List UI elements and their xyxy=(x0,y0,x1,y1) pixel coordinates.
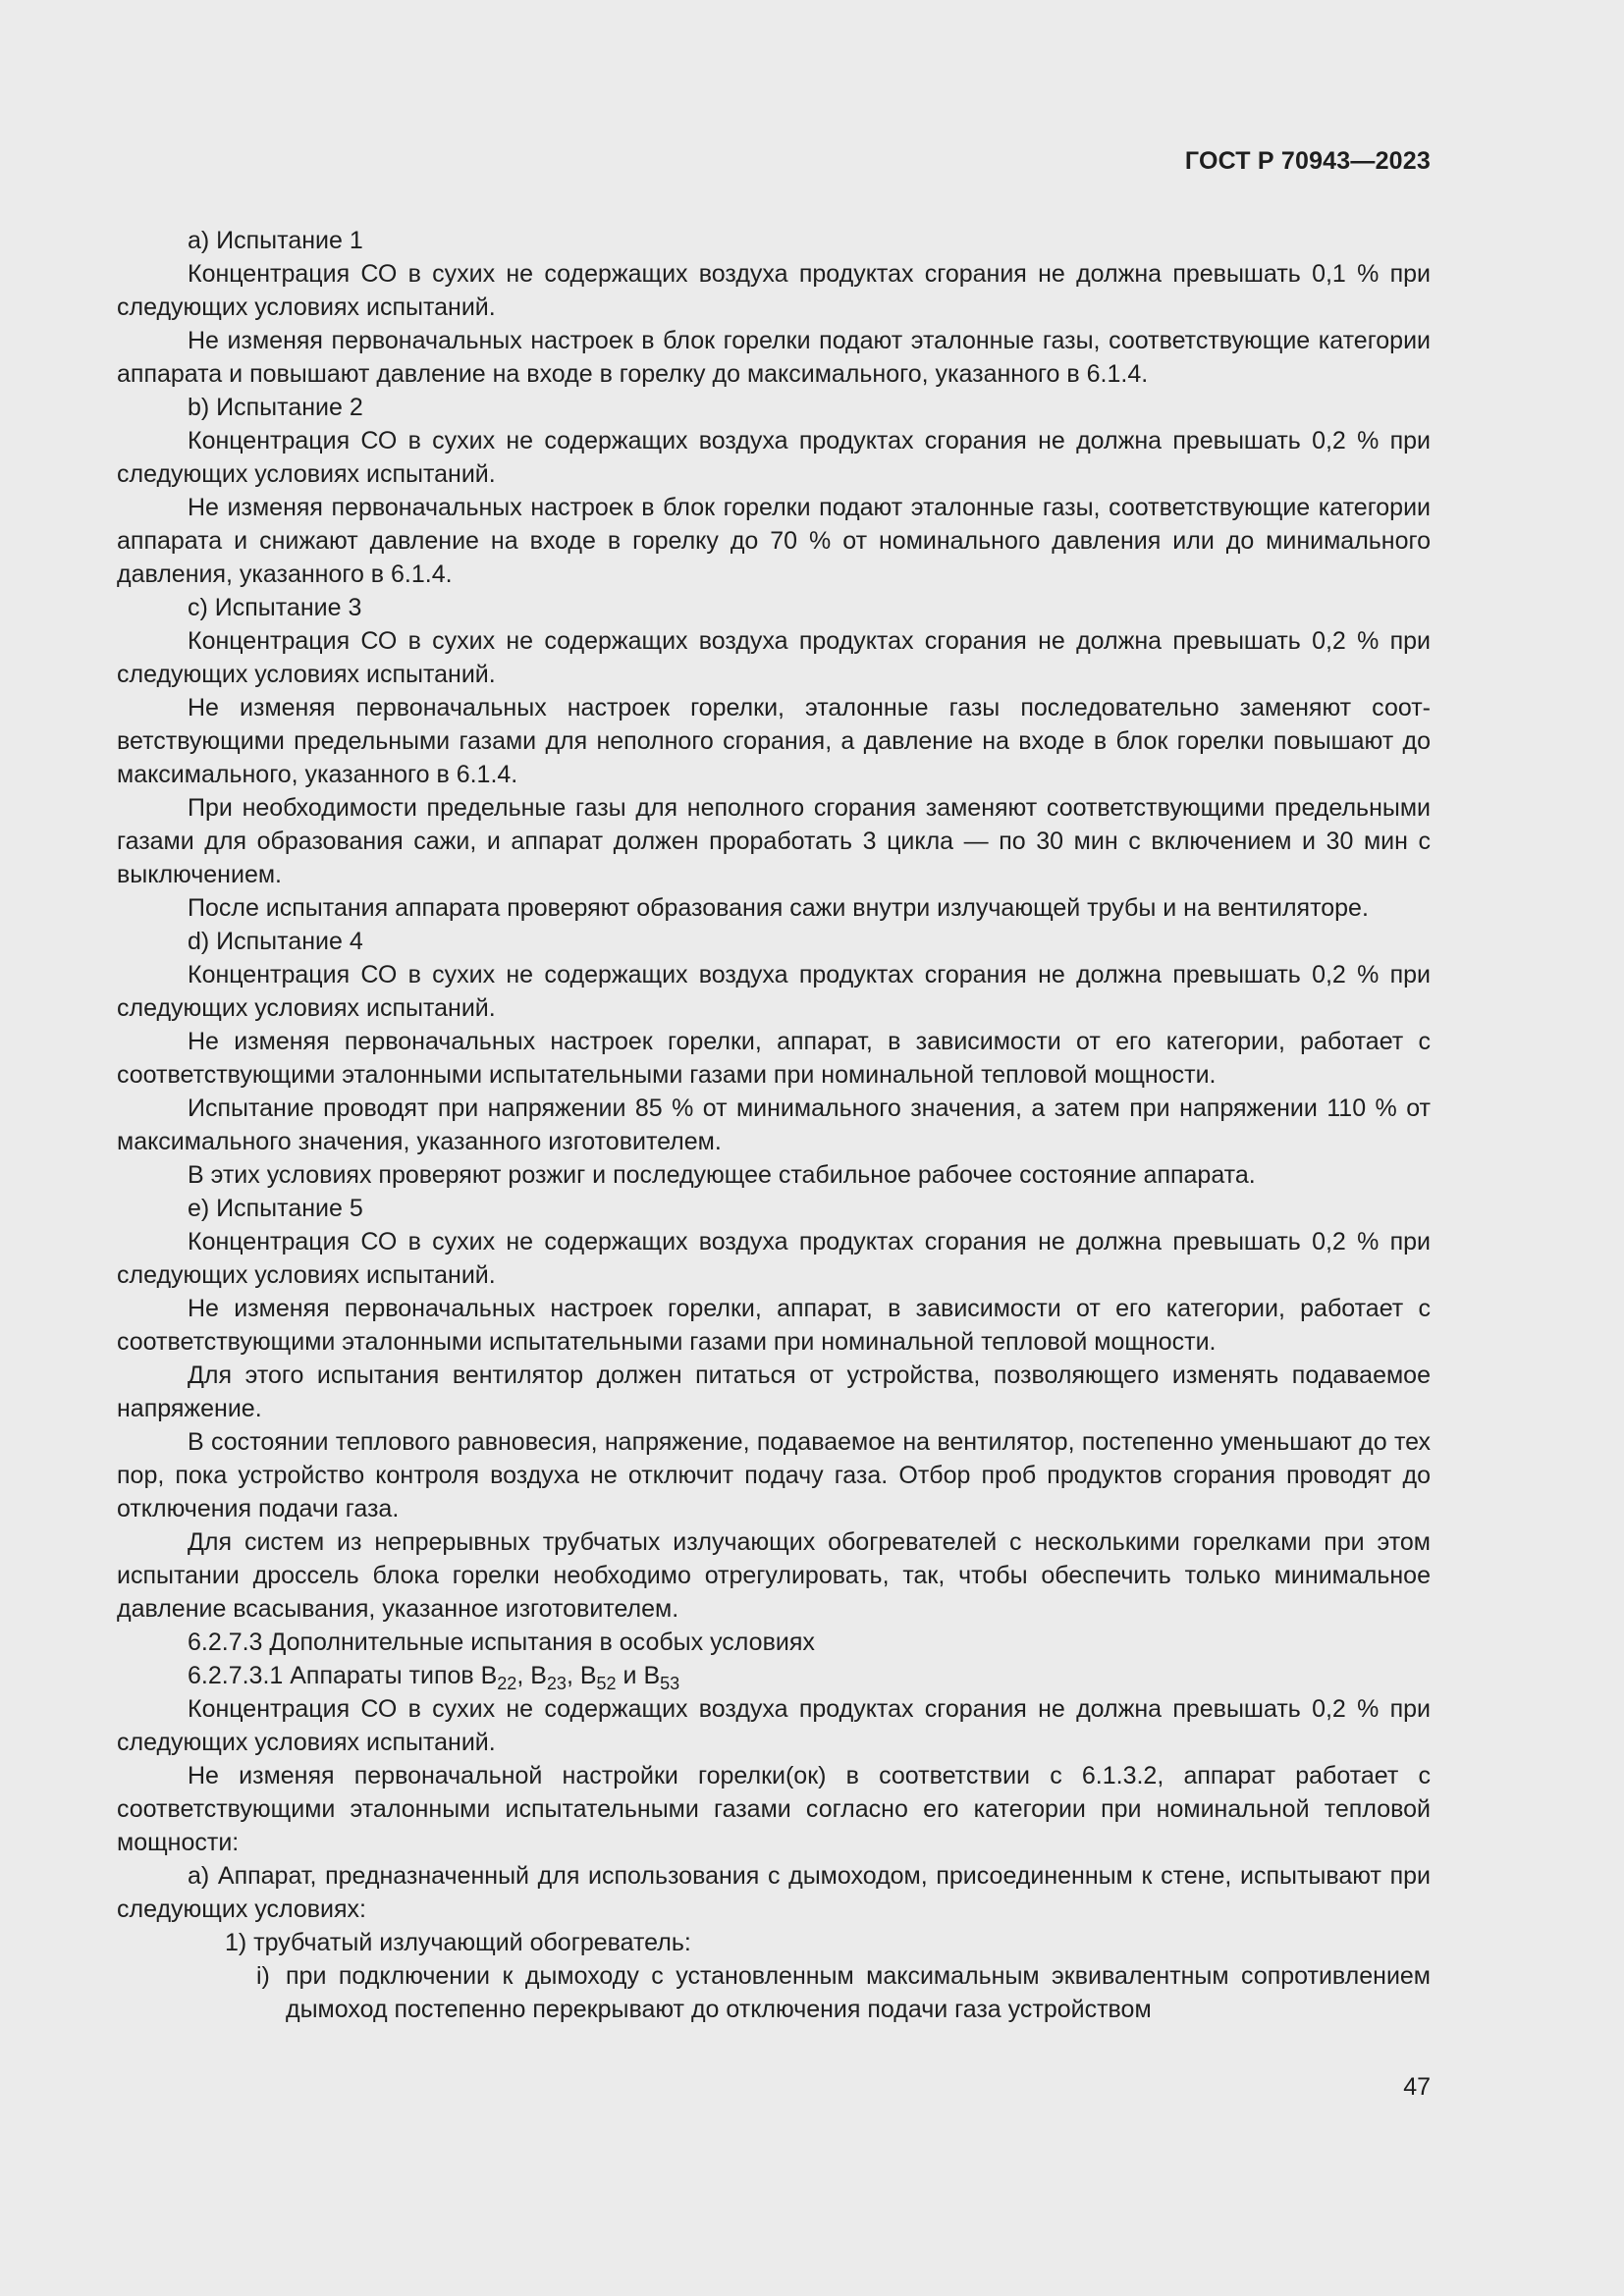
section-label: 6.2.7.3 Дополнительные испытания в особых условиях xyxy=(188,1629,815,1656)
appliance-types-heading: 6.2.7.3.1 Аппараты типов $B_{22}$, $B_{23}$, $B_{52}$ и $B_{53}$ xyxy=(188,1662,680,1693)
list-item-text: при подключении к дымоходу с установленным максимальным эквивалентным сопротивлением дымоход постепенно перекрывают до отключения подачи газа устройством xyxy=(286,1962,1431,2023)
paragraph: В этих условиях проверяют розжиг и последующее стабильное рабочее состояние аппарата. xyxy=(188,1161,1256,1189)
paragraph: Концентрация СО в сухих не содержащих воздуха продуктах сгорания не должна превышать 0,2 % при следующих условиях испытаний. xyxy=(117,1695,1431,1756)
paragraph: Концентрация СО в сухих не содержащих воздуха продуктах сгорания не должна превышать 0,2 % при следующих условиях испытаний. xyxy=(117,627,1431,688)
paragraph: Концентрация СО в сухих не содержащих воздуха продуктах сгорания не должна превышать 0,2 % при следующих условиях испытаний. xyxy=(117,1228,1431,1289)
paragraph: Для этого испытания вентилятор должен питаться от устройства, позволяющего изменять подаваемое напряжение. xyxy=(117,1362,1431,1422)
paragraph: При необходимости предельные газы для неполного сгорания заменяют соответствующими предельными газами для образования сажи, и аппарат должен проработать 3 цикла — по 30 мин с включением и 30 мин с выключением. xyxy=(117,794,1431,888)
paragraph: Испытание проводят при напряжении 85 % от минимального значения, а затем при напряжении 110 % от максимального значения, указанного изготовителем. xyxy=(117,1095,1431,1155)
paragraph: Не изменяя первоначальных настроек в блок горелки подают эталонные газы, соответствующие категории аппарата и снижают давление на входе в горелку до 70 % от номинального давления или до минимального давления, указанного в 6.1.4. xyxy=(117,494,1431,588)
paragraph: Не изменяя первоначальных настроек горелки, аппарат, в зависимости от его категории, работает с соответствующими эталонными испытательными газами при номинальной тепловой мощности. xyxy=(117,1028,1431,1089)
paragraph: Концентрация СО в сухих не содержащих воздуха продуктах сгорания не должна превышать 0,2 % при следующих условиях испытаний. xyxy=(117,427,1431,488)
paragraph: Не изменяя первоначальных настроек горелки, эталонные газы последовательно заменяют соответствующими предельными газами для неполного сгорания, а давление на входе в блок горелки повышают до максимального, указанного в 6.1.4. xyxy=(117,694,1431,788)
paragraph: Не изменяя первоначальной настройки горелки(ок) в соответствии с 6.1.3.2, аппарат работает с соответствующими эталонными испытательными газами согласно его категории при номинальной тепловой мощности: xyxy=(117,1762,1431,1856)
paragraph: Концентрация СО в сухих не содержащих воздуха продуктах сгорания не должна превышать 0,2 % при следующих условиях испытаний. xyxy=(117,961,1431,1022)
section-label: c) Испытание 3 xyxy=(188,594,362,621)
text-section-tests xyxy=(117,224,1431,1659)
paragraph: После испытания аппарата проверяют образования сажи внутри излучающей трубы и на вентиляторе. xyxy=(188,894,1369,922)
sub-list-item xyxy=(117,1959,1431,2026)
section-label: d) Испытание 4 xyxy=(188,928,363,955)
section-label: b) Испытание 2 xyxy=(188,394,363,421)
paragraph: Концентрация СО в сухих не содержащих воздуха продуктах сгорания не должна превышать 0,1 % при следующих условиях испытаний. xyxy=(117,260,1431,321)
paragraph: Для систем из непрерывных трубчатых излучающих обогревателей с несколькими горелками при этом испытании дроссель блока горелки необходимо отрегулировать, так, чтобы обеспечить только минимальное давление всасывания, указанное изготовителем. xyxy=(117,1528,1431,1623)
document-body xyxy=(117,224,1431,2026)
list-marker: i) xyxy=(256,1962,270,1990)
page-number: 47 xyxy=(1403,2073,1431,2101)
paragraph: Не изменяя первоначальных настроек горелки, аппарат, в зависимости от его категории, работает с соответствующими эталонными испытательными газами при номинальной тепловой мощности. xyxy=(117,1295,1431,1356)
paragraph: В состоянии теплового равновесия, напряжение, подаваемое на вентилятор, постепенно уменьшают до тех пор, пока устройство контроля воздуха не отключит подачу газа. Отбор проб продуктов сгорания проводят до отключения подачи газа. xyxy=(117,1428,1431,1522)
document-header: ГОСТ Р 70943—2023 xyxy=(1184,147,1431,175)
paragraph: Не изменяя первоначальных настроек в блок горелки подают эталонные газы, соответствующие категории аппарата и повышают давление на входе в горелку до максимального, указанного в 6.1.4. xyxy=(117,327,1431,388)
list-item: 1) трубчатый излучающий обогреватель: xyxy=(225,1929,691,1956)
text-section-special-conditions xyxy=(117,1692,1431,2026)
section-label: a) Испытание 1 xyxy=(188,227,363,254)
section-label: e) Испытание 5 xyxy=(188,1195,363,1222)
paragraph: a) Аппарат, предназначенный для использования с дымоходом, присоединенным к стене, испытывают при следующих условиях: xyxy=(117,1862,1431,1923)
